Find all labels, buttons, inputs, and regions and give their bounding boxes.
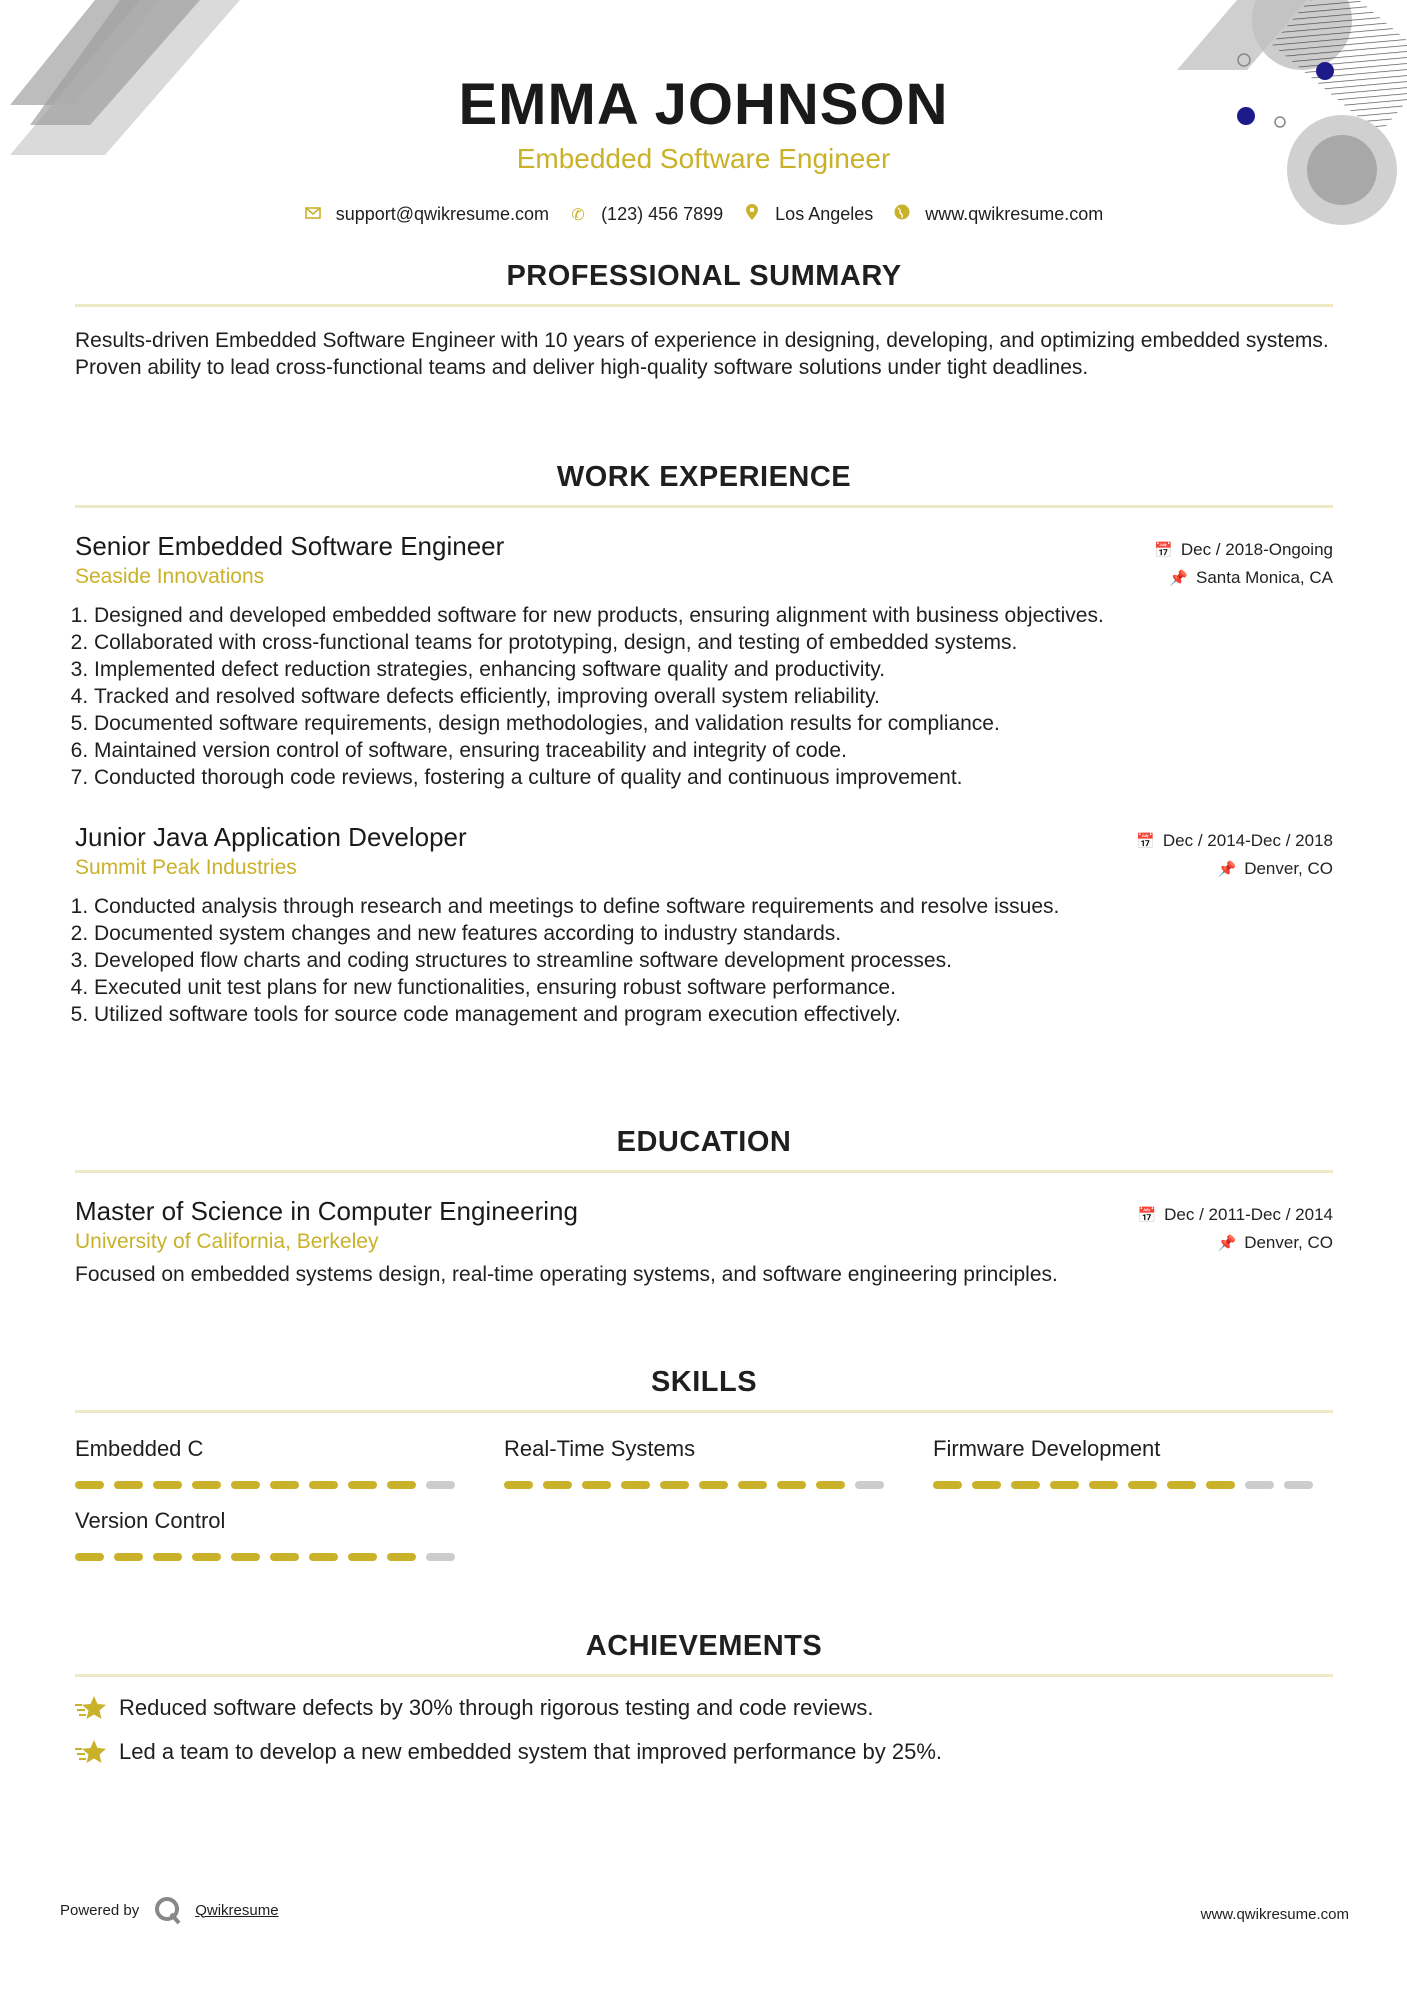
list-item: 3. Implemented defect reduction strategies, enhancing software quality and productivity. [94,656,1333,683]
job-bullets [75,893,1333,1028]
footer-website[interactable]: www.qwikresume.com [1200,1906,1349,1923]
contact-phone[interactable] [569,204,723,225]
skill-dash-filled [387,1553,416,1561]
calendar-icon: 📅 [1154,542,1173,559]
section-divider [75,1170,1333,1173]
achievement-item [75,1693,1333,1723]
skill-dash-empty [426,1481,455,1489]
powered-by-text: Powered by [60,1901,140,1919]
skill-item [933,1435,1333,1489]
education-section [75,1124,1333,1288]
skill-dash-filled [1167,1481,1196,1489]
summary-heading: PROFESSIONAL SUMMARY [506,260,902,292]
contact-bar [0,204,1407,225]
skill-dash-filled [309,1553,338,1561]
resume-header [0,70,1407,225]
phone-icon: ✆ [571,206,585,224]
job-title: Junior Java Application Developer [75,822,467,852]
skill-dash-filled [192,1553,221,1561]
education-heading: EDUCATION [616,1126,792,1158]
skill-dash-filled [231,1481,260,1489]
education-dates: 📅 Dec / 2011-Dec / 2014 [1137,1205,1333,1224]
calendar-icon: 📅 [1136,833,1155,850]
job-dates: 📅 Dec / 2018-Ongoing [1154,540,1333,559]
job-title: Senior Embedded Software Engineer [75,531,505,561]
pushpin-icon: 📌 [1169,570,1188,587]
globe-icon [893,204,911,225]
skill-dash-filled [933,1481,962,1489]
skill-dash-filled [270,1553,299,1561]
degree-title: Master of Science in Computer Engineering [75,1196,578,1226]
phone-text: (123) 456 7899 [601,204,724,224]
location-text: Los Angeles [775,204,874,224]
skill-dash-filled [1011,1481,1040,1489]
skill-dash-filled [75,1481,104,1489]
star-icon [75,1737,107,1767]
map-pin-icon [743,204,761,225]
list-item: 4. Tracked and resolved software defects efficiently, improving overall system reliability. [94,683,1333,710]
pushpin-icon: 📌 [1217,861,1237,878]
skill-item [504,1435,933,1489]
skill-dash-filled [309,1481,338,1489]
school-name: University of California, Berkeley [75,1230,379,1253]
summary-text: Results-driven Embedded Software Engineer with 10 years of experience in designing, developing, and optimizing embedded systems. Proven ability to lead cross-functional teams and deliver high-quality software solutions under tight deadlines. [75,329,1329,379]
education-description: Focused on embedded systems design, real-time operating systems, and software engineering principles. [75,1263,1058,1286]
list-item: 6. Maintained version control of software, ensuring traceability and integrity of code. [94,737,1333,764]
skills-section [75,1364,1333,1561]
achievements-heading: ACHIEVEMENTS [585,1630,823,1662]
skill-level-meter [933,1481,1333,1489]
website-text: www.qwikresume.com [925,204,1104,224]
section-divider [75,304,1333,307]
skill-level-meter [504,1481,933,1489]
skill-dash-filled [75,1553,104,1561]
skill-dash-filled [738,1481,767,1489]
list-item: 5. Utilized software tools for source code management and program execution effectively. [94,1001,1333,1028]
achievement-text: Reduced software defects by 30% through rigorous testing and code reviews. [119,1695,874,1720]
skill-name: Embedded C [75,1436,204,1461]
skill-dash-filled [153,1553,182,1561]
calendar-icon: 📅 [1137,1207,1157,1224]
achievement-item [75,1737,1333,1767]
education-entry [75,1195,1333,1288]
skill-dash-filled [699,1481,728,1489]
skill-dash-filled [816,1481,845,1489]
candidate-name: EMMA JOHNSON [458,72,949,137]
contact-location [743,204,873,225]
skill-dash-filled [348,1553,377,1561]
job-entry [75,821,1333,1028]
achievements-section [75,1628,1333,1767]
skill-dash-filled [1206,1481,1235,1489]
list-item: 4. Executed unit test plans for new functionalities, ensuring robust software performance. [94,974,1333,1001]
list-item: 1. Designed and developed embedded software for new products, ensuring alignment with business objectives. [94,602,1333,629]
company-name: Summit Peak Industries [75,856,297,879]
list-item: 1. Conducted analysis through research and meetings to define software requirements and resolve issues. [94,893,1333,920]
job-dates: 📅 Dec / 2014-Dec / 2018 [1136,831,1333,850]
skill-level-meter [75,1481,504,1489]
skill-name: Version Control [75,1508,226,1533]
skill-dash-filled [504,1481,533,1489]
skill-dash-filled [1050,1481,1079,1489]
summary-section [75,258,1333,381]
skill-dash-filled [114,1481,143,1489]
skill-dash-filled [153,1481,182,1489]
skill-dash-filled [1128,1481,1157,1489]
skill-dash-filled [114,1553,143,1561]
skill-dash-filled [192,1481,221,1489]
section-divider [75,505,1333,508]
experience-heading: WORK EXPERIENCE [556,461,852,493]
skill-dash-filled [270,1481,299,1489]
skill-item [75,1507,504,1561]
star-icon [75,1693,107,1723]
list-item: 2. Documented system changes and new features according to industry standards. [94,920,1333,947]
job-bullets [75,602,1333,791]
skill-item [75,1435,504,1489]
list-item: 3. Developed flow charts and coding structures to streamline software development processes. [94,947,1333,974]
powered-by [60,1895,279,1925]
skill-dash-filled [777,1481,806,1489]
pushpin-icon: 📌 [1217,1235,1237,1252]
email-text: support@qwikresume.com [335,204,550,224]
skill-dash-filled [348,1481,377,1489]
job-entry [75,530,1333,791]
brand-link[interactable]: Qwikresume [195,1901,279,1919]
envelope-icon [304,206,322,224]
skill-name: Real-Time Systems [504,1436,696,1461]
list-item: 5. Documented software requirements, design methodologies, and validation results for compliance. [94,710,1333,737]
experience-section [75,459,1333,1028]
candidate-title: Embedded Software Engineer [516,143,891,174]
skill-dash-filled [387,1481,416,1489]
contact-website[interactable] [893,204,1103,225]
section-divider [75,1410,1333,1413]
achievement-text: Led a team to develop a new embedded system that improved performance by 25%. [119,1739,943,1764]
section-divider [75,1674,1333,1677]
skill-dash-filled [231,1553,260,1561]
skill-level-meter [75,1553,504,1561]
company-name: Seaside Innovations [75,565,265,588]
job-location: 📌 Santa Monica, CA [1169,568,1333,587]
skills-grid [75,1435,1333,1561]
contact-email[interactable] [304,204,549,225]
skill-name: Firmware Development [933,1436,1161,1461]
education-location: 📌 Denver, CO [1217,1233,1333,1252]
job-location: 📌 Denver, CO [1217,859,1333,878]
qwikresume-logo-icon [153,1895,183,1925]
skill-dash-filled [543,1481,572,1489]
skill-dash-empty [426,1553,455,1561]
skill-dash-empty [1284,1481,1313,1489]
skill-dash-filled [660,1481,689,1489]
list-item: 2. Collaborated with cross-functional teams for prototyping, design, and testing of embedded systems. [94,629,1333,656]
skill-dash-filled [1089,1481,1118,1489]
skill-dash-empty [855,1481,884,1489]
skill-dash-filled [621,1481,650,1489]
skill-dash-empty [1245,1481,1274,1489]
list-item: 7. Conducted thorough code reviews, fostering a culture of quality and continuous improvement. [94,764,1333,791]
skill-dash-filled [582,1481,611,1489]
skill-dash-filled [972,1481,1001,1489]
skills-heading: SKILLS [650,1366,758,1398]
